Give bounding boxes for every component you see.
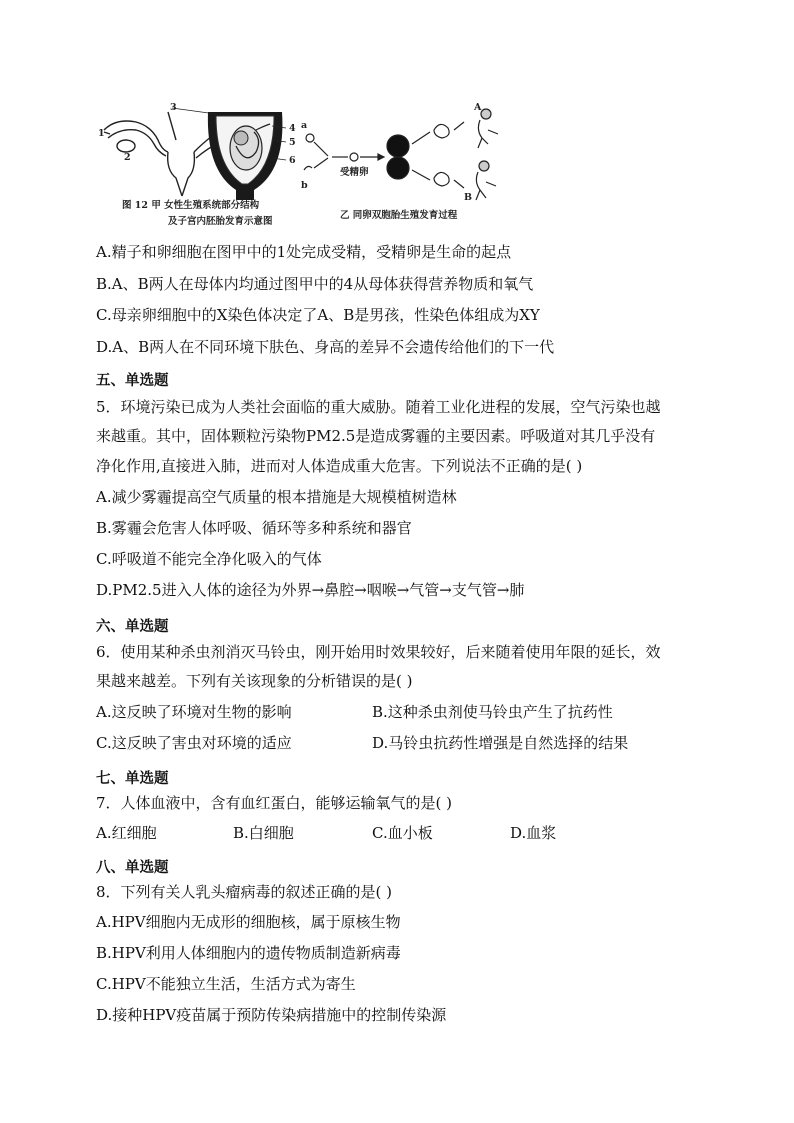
q8-stem: 8．下列有关人乳头瘤病毒的叙述正确的是( ) — [96, 883, 393, 901]
q7-option-b: B.白细胞 — [233, 824, 294, 842]
q5-option-d: D.PM2.5进入人体的途径为外界→鼻腔→咽喉→气管→支气管→肺 — [96, 581, 525, 599]
q4-option-d: D.A、B两人在不同环境下肤色、身高的差异不会遗传给他们的下一代 — [96, 338, 555, 356]
q8-option-c: C.HPV不能独立生活，生活方式为寄生 — [96, 975, 356, 993]
q6-stem-line: 6．使用某种杀虫剂消灭马铃虫，刚开始用时效果较好，后来随着使用年限的延长，效 — [96, 643, 661, 661]
q4-option-a: A.精子和卵细胞在图甲中的1处完成受精，受精卵是生命的起点 — [96, 243, 512, 261]
q5-stem-line: 5．环境污染已成为人类社会面临的重大威胁。随着工业化进程的发展，空气污染也越 — [96, 398, 661, 416]
fertilized-egg-label: 受精卵 — [340, 167, 369, 178]
q7-option-a: A.红细胞 — [96, 824, 157, 842]
q5-stem-line: 来越重。其中，固体颗粒污染物PM2.5是造成雾霾的主要因素。呼吸道对其几乎没有 — [96, 427, 656, 445]
q5-option-a: A.减少雾霾提高空气质量的根本措施是大规模植树造林 — [96, 488, 457, 506]
twin-label-b: b — [301, 180, 308, 191]
q8-option-b: B.HPV利用人体细胞内的遗传物质制造新病毒 — [96, 944, 401, 962]
q5-option-b: B.雾霾会危害人体呼吸、循环等多种系统和器官 — [96, 519, 412, 537]
q4-option-c: C.母亲卵细胞中的X染色体决定了A、B是男孩，性染色体组成为XY — [96, 306, 540, 324]
q5-stem-line: 净化作用,直接进入肺，进而对人体造成重大危害。下列说法不正确的是( ) — [96, 457, 583, 475]
figure-number-label: 4 — [289, 123, 296, 134]
q7-option-c: C.血小板 — [372, 824, 433, 842]
figure-number-label: 2 — [124, 152, 131, 163]
q6-option-a: A.这反映了环境对生物的影响 — [96, 703, 292, 721]
figure-number-label: 3 — [170, 102, 177, 113]
figure-number-label: 6 — [289, 155, 296, 166]
q4-option-b: B.A、B两人在母体内均通过图甲中的4从母体获得营养物质和氧气 — [96, 275, 534, 293]
q6-option-b: B.这种杀虫剂使马铃虫产生了抗药性 — [372, 703, 613, 721]
figure-caption-right: 乙 同卵双胞胎生殖发育过程 — [340, 210, 458, 221]
figure-caption-left-1: 图 12 甲 女性生殖系统部分结构 — [122, 200, 260, 211]
twin-label-B: B — [464, 192, 473, 203]
section-heading-7: 七、单选题 — [96, 771, 169, 787]
section-heading-6: 六、单选题 — [96, 619, 169, 635]
q8-option-a: A.HPV细胞内无成形的细胞核，属于原核生物 — [96, 913, 401, 931]
q6-stem-line: 果越来越差。下列有关该现象的分析错误的是( ) — [96, 672, 413, 690]
section-heading-5: 五、单选题 — [96, 373, 169, 389]
reproduction-figure — [96, 100, 506, 230]
q7-stem: 7．人体血液中，含有血红蛋白，能够运输氧气的是( ) — [96, 794, 453, 812]
figure-number-label: 1 — [98, 128, 105, 139]
q6-option-d: D.马铃虫抗药性增强是自然选择的结果 — [372, 734, 629, 752]
q5-option-c: C.呼吸道不能完全净化吸入的气体 — [96, 550, 322, 568]
q6-option-c: C.这反映了害虫对环境的适应 — [96, 734, 292, 752]
figure-caption-left-2: 及子宫内胚胎发育示意图 — [168, 216, 273, 227]
twin-label-A: A — [474, 102, 482, 113]
uterus-embryo-drawing — [172, 108, 286, 200]
q8-option-d: D.接种HPV疫苗属于预防传染病措施中的控制传染源 — [96, 1006, 447, 1024]
identical-twins-drawing — [304, 109, 498, 200]
figure-number-label: 5 — [289, 137, 296, 148]
section-heading-8: 八、单选题 — [96, 860, 169, 876]
q7-option-d: D.血浆 — [510, 824, 557, 842]
twin-label-a: a — [301, 120, 308, 131]
